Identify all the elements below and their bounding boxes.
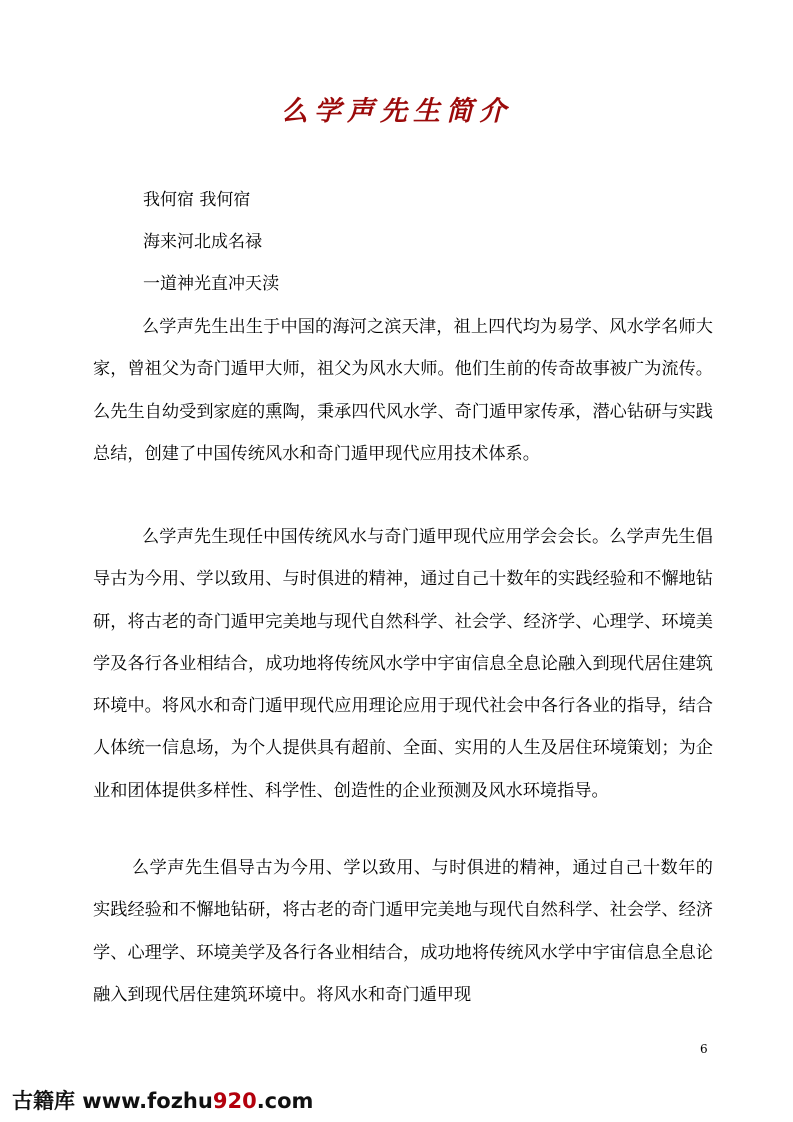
document-title: 么学声先生简介 — [281, 96, 512, 127]
page-number: 6 — [700, 1042, 708, 1056]
verse-line-2: 海来河北成名禄 — [143, 232, 262, 252]
paragraph-3: 么学声先生倡导古为今用、学以致用、与时俱进的精神，通过自己十数年的实践经验和不懈地钻研，将古老的奇门遁甲完美地与现代自然科学、社会学、经济学、心理学、环境美学及各行各业相结合，成功地将传统风水学中宇宙信息全息论融入到现代居住建筑环境中。将风水和奇门遁甲现 — [93, 858, 713, 1005]
paragraph-2: 么学声先生现任中国传统风水与奇门遁甲现代应用学会会长。么学声先生倡导古为今用、学以致用、与时俱进的精神，通过自己十数年的实践经验和不懈地钻研，将古老的奇门遁甲完美地与现代自然科学、社会学、经济学、心理学、环境美学及各行各业相结合，成功地将传统风水学中宇宙信息全息论融入到现代居住建筑环境中。将风水和奇门遁甲现代应用理论应用于现代社会中各行各业的指导，结合人体统一信息场，为个人提供具有超前、全面、实用的人生及居住环境策划；为企业和团体提供多样性、科学性、创造性的企业预测及风水环境指导。 — [93, 527, 713, 801]
footer-watermark — [12, 1087, 313, 1115]
footer-watermark-prefix: 古籍库 www.fozhu — [12, 1089, 213, 1113]
verse-line-1: 我何宿 我何宿 — [143, 190, 251, 210]
paragraph-1: 么学声先生出生于中国的海河之滨天津，祖上四代均为易学、风水学名师大家，曾祖父为奇门遁甲大师，祖父为风水大师。他们生前的传奇故事被广为流传。么先生自幼受到家庭的熏陶，秉承四代风水学、奇门遁甲家传承，潜心钻研与实践总结，创建了中国传统风水和奇门遁甲现代应用技术体系。 — [93, 317, 713, 464]
footer-watermark-suffix: .com — [256, 1089, 314, 1113]
footer-watermark-number: 920 — [212, 1089, 257, 1113]
verse-line-3: 一道神光直冲天渎 — [143, 274, 279, 294]
